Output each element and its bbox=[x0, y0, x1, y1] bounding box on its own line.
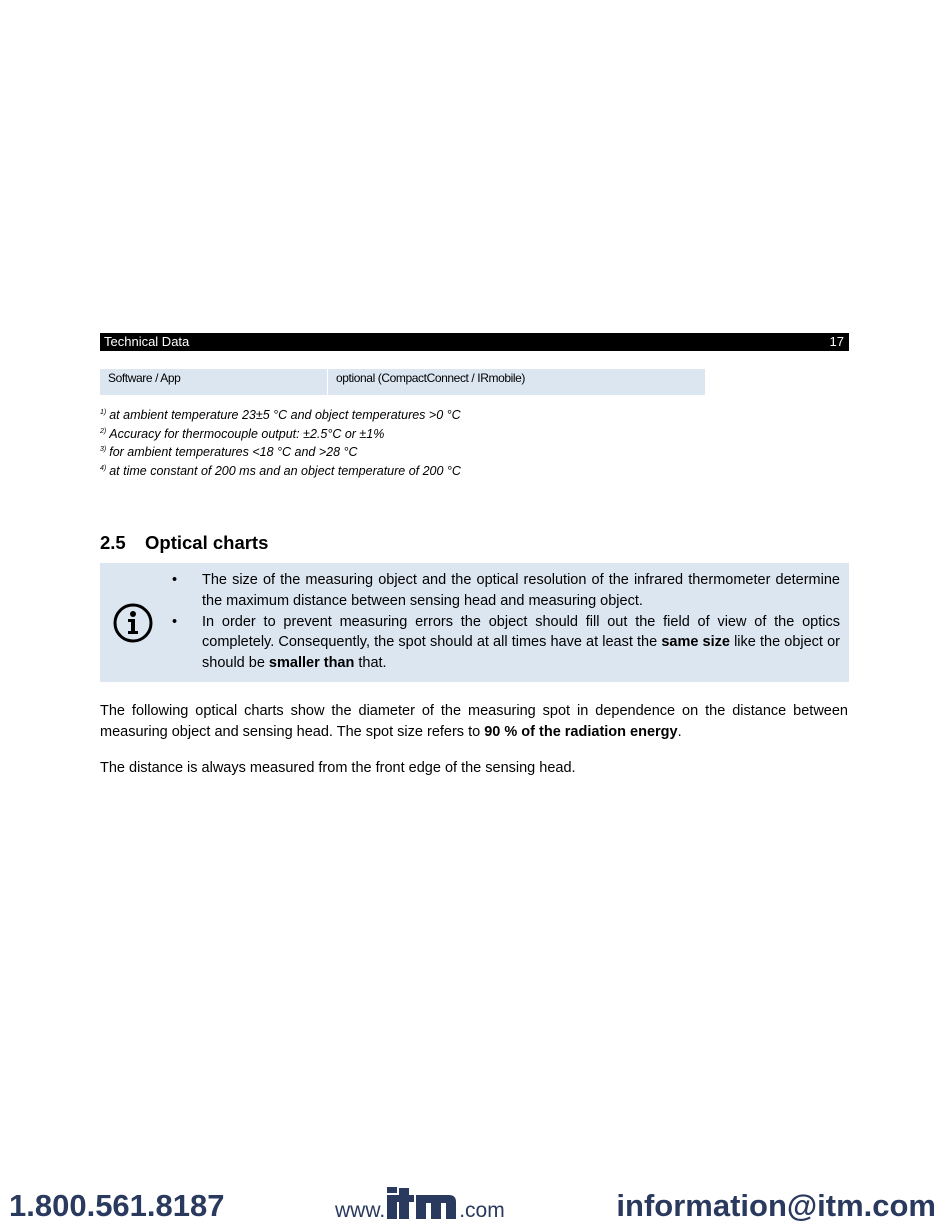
bullet-text: The size of the measuring object and the optical resolution of the infrared thermometer determine the maximum distance between sensing head and measuring object. bbox=[202, 572, 840, 609]
footnote bbox=[100, 424, 461, 443]
footnote-text: at ambient temperature 23±5 °C and object temperatures >0 °C bbox=[109, 408, 461, 422]
footnote bbox=[100, 461, 461, 480]
section-heading bbox=[100, 532, 268, 554]
paragraph-text: The following optical charts show the diameter of the measuring spot in dependence on the distance between measuring object and sensing head. The spot size refers to bbox=[100, 703, 848, 740]
section-number: 2.5 bbox=[100, 532, 126, 553]
phone-number: 1.800.561.8187 bbox=[9, 1188, 225, 1223]
email-link[interactable]: information@itm.com bbox=[616, 1188, 936, 1223]
list-item: • In order to prevent measuring errors the object should fill out the field of view of the optics completely. Consequently, the spot should at all times have at least the same size like the object or should be smaller than that. bbox=[172, 613, 840, 672]
itm-logo bbox=[385, 1187, 459, 1221]
footnote-mark: 3) bbox=[100, 446, 107, 454]
page-header bbox=[100, 333, 849, 351]
page-number: 17 bbox=[829, 334, 844, 349]
table-row bbox=[100, 369, 705, 395]
footnote-mark: 1) bbox=[100, 409, 107, 416]
website[interactable] bbox=[335, 1187, 505, 1221]
footnote-mark: 4) bbox=[100, 465, 107, 473]
footer bbox=[0, 1183, 950, 1229]
bold-text: smaller than bbox=[268, 655, 355, 672]
footnote-mark: 2) bbox=[100, 427, 107, 435]
info-list bbox=[172, 570, 840, 674]
bullet-text: In order to prevent measuring errors the object should fill out the field of view of the optics completely. Consequently, the spot should at all times have at least the bbox=[202, 613, 840, 651]
info-icon bbox=[113, 603, 153, 643]
bold-text: 90 % of the radiation energy bbox=[484, 723, 678, 740]
bold-text: same size bbox=[661, 634, 730, 651]
web-suffix: .com bbox=[459, 1199, 505, 1222]
paragraph bbox=[100, 701, 848, 743]
paragraph: The distance is always measured from the front edge of the sensing head. bbox=[100, 760, 576, 776]
spec-table bbox=[100, 369, 705, 395]
logo-text: itm bbox=[390, 1207, 392, 1208]
header-title: Technical Data bbox=[104, 334, 190, 349]
footnote bbox=[100, 405, 461, 424]
footnote-text: at time constant of 200 ms and an object temperature of 200 °C bbox=[109, 464, 461, 479]
section-title: Optical charts bbox=[145, 532, 269, 553]
info-box bbox=[100, 563, 849, 682]
list-item: • The size of the measuring object and the optical resolution of the infrared thermometer determine the maximum distance between sensing head and measuring object. bbox=[172, 572, 840, 609]
bullet-text: like the object or should be bbox=[202, 634, 840, 672]
footnotes bbox=[100, 405, 461, 480]
footnote-text: Accuracy for thermocouple output: ±2.5°C or ±1% bbox=[109, 426, 385, 441]
bullet-text: that. bbox=[354, 655, 387, 672]
paragraph-text: . bbox=[677, 723, 682, 740]
spec-label: Software / App bbox=[100, 369, 328, 395]
footnote-text: for ambient temperatures <18 °C and >28 °C bbox=[109, 445, 358, 460]
spec-value: optional (CompactConnect / IRmobile) bbox=[328, 369, 706, 395]
web-prefix: www. bbox=[335, 1199, 386, 1222]
footnote bbox=[100, 442, 461, 461]
